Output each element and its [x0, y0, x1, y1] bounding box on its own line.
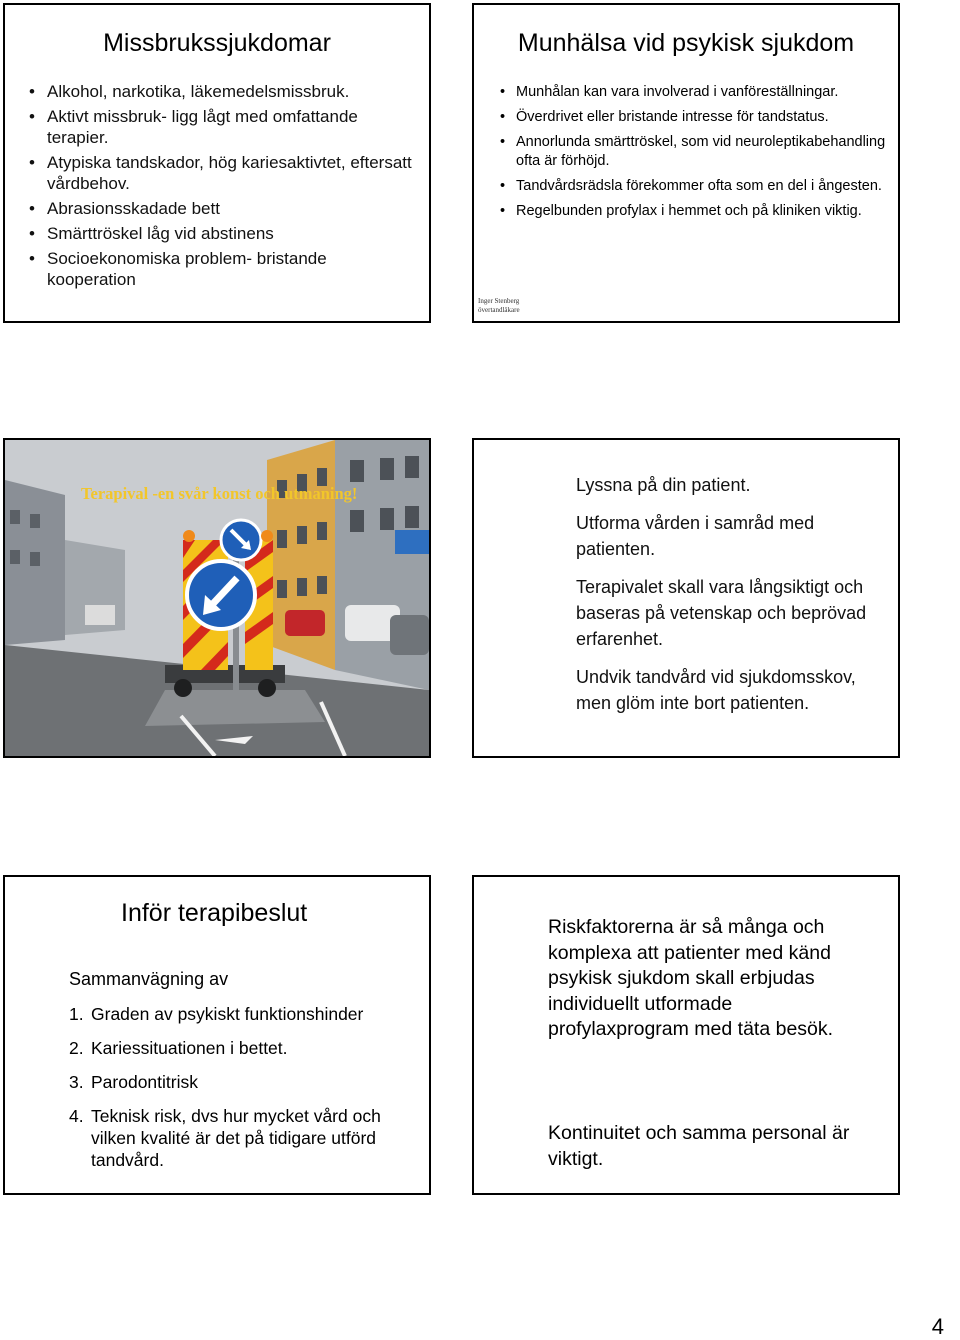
list-item: • Överdrivet eller bristande intresse för tandstatus.	[516, 108, 886, 127]
item-text: Teknisk risk, dvs hur mycket vård och vilken kvalité är det på tidigare utförd tandvård.	[91, 1106, 381, 1170]
bullet-list	[47, 81, 417, 294]
slide-lyssna	[472, 438, 900, 758]
item-text: Graden av psykiskt funktionshinder	[91, 1004, 364, 1024]
item-number: 2.	[69, 1038, 84, 1058]
list-item: • Munhålan kan vara involverad i vanföreställningar.	[516, 83, 886, 102]
list-item	[69, 1037, 409, 1059]
item-text: Parodontitrisk	[91, 1072, 198, 1092]
paragraph: Utforma vården i samråd med patienten.	[576, 513, 815, 559]
list-item: • Alkohol, narkotika, läkemedelsmissbruk.	[47, 81, 417, 102]
author-note	[478, 297, 520, 315]
slide-missbrukssjukdomar	[3, 3, 431, 323]
item-number: 1.	[69, 1004, 84, 1024]
list-item	[69, 1003, 409, 1025]
list-item: • Smärttröskel låg vid abstinens	[47, 223, 417, 244]
author-name: Inger Stenberg	[478, 297, 520, 305]
list-item	[69, 1071, 409, 1093]
list-item: • Atypiska tandskador, hög kariesaktivtet, eftersatt vårdbehov.	[47, 152, 417, 194]
paragraph: Kontinuitet och samma personal är viktigt.	[548, 1122, 850, 1170]
paragraph: Terapivalet skall vara långsiktigt och baseras på vetenskap och beprövad erfarenhet.	[576, 577, 867, 649]
list-item: • Tandvårdsrädsla förekommer ofta som en del i ångesten.	[516, 177, 886, 196]
author-role: övertandläkare	[478, 306, 520, 314]
item-number: 3.	[69, 1072, 84, 1092]
paragraph-list	[576, 472, 886, 728]
slide-title: Munhälsa vid psykisk sjukdom	[517, 29, 855, 57]
list-item: • Abrasionsskadade bett	[47, 198, 417, 219]
slide-riskfaktorer	[472, 875, 900, 1195]
list-item: • Aktivt missbruk- ligg lågt med omfattande terapier.	[47, 106, 417, 148]
intro-text: Sammanvägning av	[69, 969, 229, 989]
list-item: • Regelbunden profylax i hemmet och på kliniken viktig.	[516, 202, 886, 221]
bullet-list	[516, 83, 886, 227]
numbered-list	[69, 1003, 409, 1183]
paragraph: Riskfaktorerna är så många och komplexa att patienter med känd psykisk sjukdom skall erbjudas individuellt utformade profylaxprogram med täta besök.	[548, 916, 834, 1040]
photo-overlay-title: Terapival -en svår konst och utmaning!	[81, 484, 358, 503]
list-item: • Socioekonomiska problem- bristande kooperation	[47, 248, 417, 290]
item-text: Kariessituationen i bettet.	[91, 1038, 288, 1058]
slide-infor-terapibeslut	[3, 875, 431, 1195]
slide-title: Missbrukssjukdomar	[103, 29, 331, 57]
item-number: 4.	[69, 1106, 84, 1126]
paragraph: Undvik tandvård vid sjukdomsskov, men glöm inte bort patienten.	[576, 667, 856, 713]
list-item: • Annorlunda smärttröskel, som vid neuroleptikabehandling ofta är förhöjd.	[516, 133, 886, 171]
page-number: 4	[931, 1314, 944, 1339]
slide-terapival-photo	[3, 438, 431, 758]
list-item	[69, 1105, 409, 1171]
slide-munhalsa	[472, 3, 900, 323]
paragraph: Lyssna på din patient.	[576, 475, 751, 495]
slide-title: Inför terapibeslut	[121, 899, 308, 927]
